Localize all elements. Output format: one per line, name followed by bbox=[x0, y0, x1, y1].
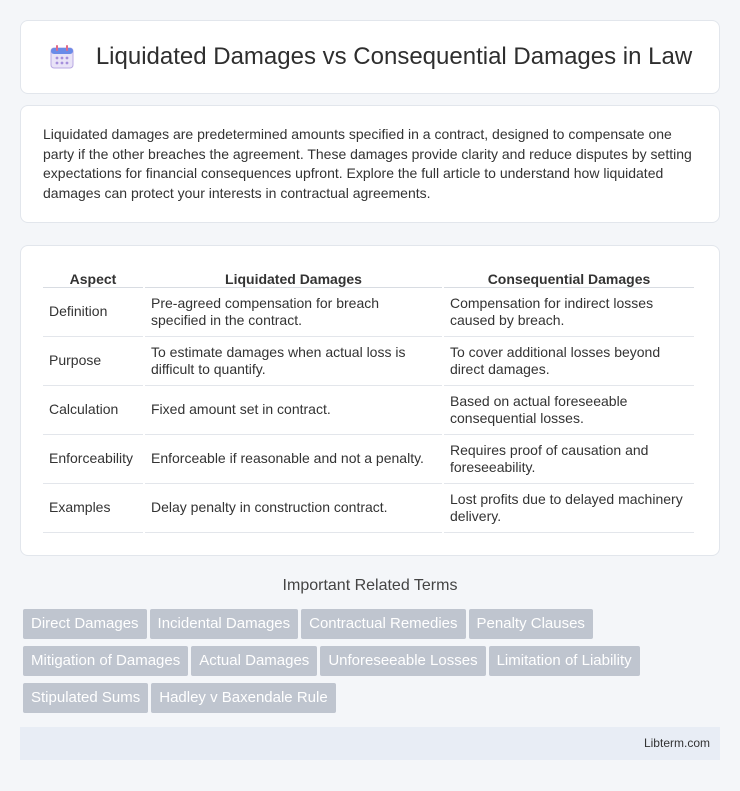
table-row bbox=[43, 484, 694, 533]
table-cell-liquidated: To estimate damages when actual loss is difficult to quantify. bbox=[145, 337, 442, 386]
table-row bbox=[43, 435, 694, 484]
tag-incidental-damages[interactable]: Incidental Damages bbox=[150, 609, 299, 639]
tag-hadley-v-baxendale-rule[interactable]: Hadley v Baxendale Rule bbox=[151, 683, 335, 713]
table-cell-liquidated: Delay penalty in construction contract. bbox=[145, 484, 442, 533]
tag-mitigation-of-damages[interactable]: Mitigation of Damages bbox=[23, 646, 188, 676]
table-cell-aspect: Examples bbox=[43, 484, 143, 533]
table-row bbox=[43, 337, 694, 386]
tag-penalty-clauses[interactable]: Penalty Clauses bbox=[469, 609, 593, 639]
calendar-icon bbox=[48, 43, 76, 71]
page-title: Liquidated Damages vs Consequential Damages in Law bbox=[95, 43, 693, 70]
tag-unforeseeable-losses[interactable]: Unforeseeable Losses bbox=[320, 646, 485, 676]
table-row bbox=[43, 386, 694, 435]
table-cell-aspect: Calculation bbox=[43, 386, 143, 435]
table-cell-liquidated: Pre-agreed compensation for breach specified in the contract. bbox=[145, 288, 442, 337]
comparison-table bbox=[41, 266, 696, 533]
related-terms-title: Important Related Terms bbox=[282, 577, 458, 594]
tag-stipulated-sums[interactable]: Stipulated Sums bbox=[23, 683, 148, 713]
table-cell-consequential: Based on actual foreseeable consequential losses. bbox=[444, 386, 694, 435]
footer bbox=[20, 727, 720, 760]
header-card bbox=[20, 20, 720, 94]
related-terms-list bbox=[23, 609, 723, 720]
table-cell-consequential: To cover additional losses beyond direct damages. bbox=[444, 337, 694, 386]
table-cell-consequential: Lost profits due to delayed machinery delivery. bbox=[444, 484, 694, 533]
comparison-table-card bbox=[20, 245, 720, 556]
table-header-row bbox=[43, 266, 694, 288]
intro-card bbox=[20, 105, 720, 223]
column-header-aspect: Aspect bbox=[43, 266, 143, 288]
column-header-consequential: Consequential Damages bbox=[444, 266, 694, 288]
column-header-liquidated: Liquidated Damages bbox=[145, 266, 442, 288]
tag-contractual-remedies[interactable]: Contractual Remedies bbox=[301, 609, 465, 639]
tag-limitation-of-liability[interactable]: Limitation of Liability bbox=[489, 646, 640, 676]
table-cell-consequential: Requires proof of causation and foreseeability. bbox=[444, 435, 694, 484]
table-cell-aspect: Purpose bbox=[43, 337, 143, 386]
tag-direct-damages[interactable]: Direct Damages bbox=[23, 609, 147, 639]
table-cell-aspect: Definition bbox=[43, 288, 143, 337]
intro-text: Liquidated damages are predetermined amounts specified in a contract, designed to compensate one party if the other breaches the agreement. These damages provide clarity and reduce disputes by setting expectations for financial consequences upfront. Explore the full article to understand how liquidated damages can protect your interests in contractual agreements. bbox=[43, 126, 692, 201]
table-cell-liquidated: Fixed amount set in contract. bbox=[145, 386, 442, 435]
tag-actual-damages[interactable]: Actual Damages bbox=[191, 646, 317, 676]
table-cell-liquidated: Enforceable if reasonable and not a penalty. bbox=[145, 435, 442, 484]
table-row bbox=[43, 288, 694, 337]
table-cell-consequential: Compensation for indirect losses caused by breach. bbox=[444, 288, 694, 337]
table-cell-aspect: Enforceability bbox=[43, 435, 143, 484]
footer-site-link[interactable]: Libterm.com bbox=[643, 736, 710, 750]
